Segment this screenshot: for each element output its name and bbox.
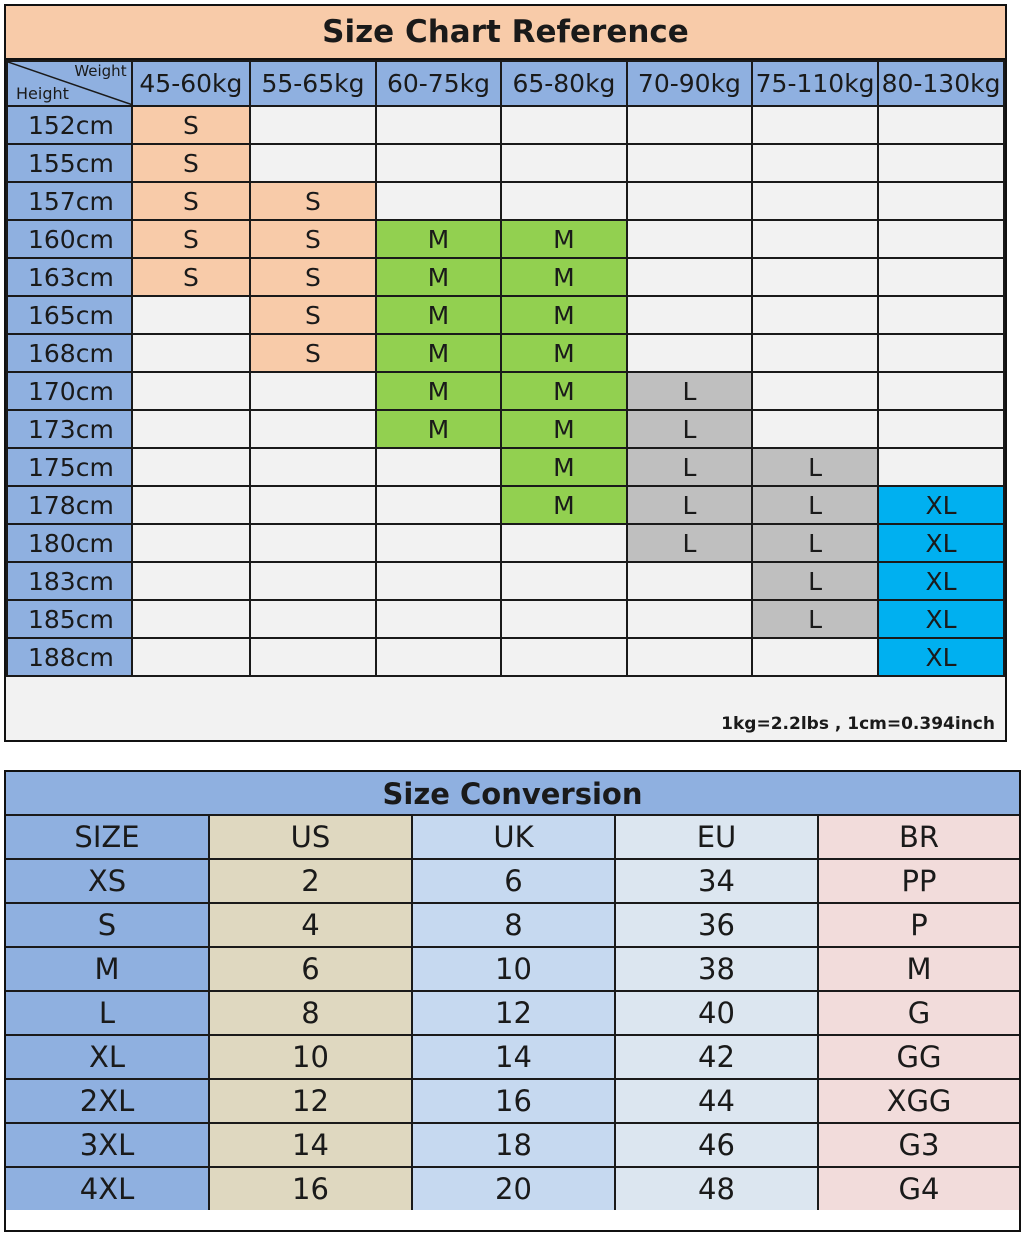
weight-column-header: 70-90kg [627, 61, 752, 106]
size-cell: S [132, 144, 251, 182]
height-row [7, 258, 1004, 296]
empty-cell [627, 220, 752, 258]
weight-axis-label: Weight [74, 62, 127, 80]
empty-cell [250, 372, 375, 410]
conversion-column-header: BR [818, 816, 1019, 859]
size-cell: M [501, 486, 626, 524]
conversion-cell: S [6, 903, 209, 947]
empty-cell [501, 524, 626, 562]
conversion-column-header: UK [412, 816, 615, 859]
weight-column-header: 75-110kg [752, 61, 878, 106]
conversion-cell: 48 [615, 1167, 818, 1210]
conversion-cell: 8 [412, 903, 615, 947]
conversion-cell: G [818, 991, 1019, 1035]
conversion-cell: 18 [412, 1123, 615, 1167]
size-chart-reference [4, 4, 1007, 742]
conversion-cell: 14 [209, 1123, 412, 1167]
empty-cell [250, 448, 375, 486]
height-label: 168cm [7, 334, 132, 372]
conversion-cell: 36 [615, 903, 818, 947]
empty-cell [752, 220, 878, 258]
conversion-cell: 4 [209, 903, 412, 947]
height-row [7, 144, 1004, 182]
empty-cell [627, 600, 752, 638]
empty-cell [132, 410, 251, 448]
conversion-cell: 2XL [6, 1079, 209, 1123]
conversion-row [6, 1079, 1019, 1123]
empty-cell [752, 258, 878, 296]
size-cell: M [501, 296, 626, 334]
empty-cell [752, 334, 878, 372]
empty-cell [250, 524, 375, 562]
height-row [7, 334, 1004, 372]
height-label: 165cm [7, 296, 132, 334]
empty-cell [376, 144, 501, 182]
empty-cell [878, 448, 1004, 486]
size-cell: L [752, 486, 878, 524]
conversion-cell: 8 [209, 991, 412, 1035]
conversion-cell: 4XL [6, 1167, 209, 1210]
size-cell: M [501, 258, 626, 296]
empty-cell [250, 638, 375, 676]
empty-cell [627, 258, 752, 296]
empty-cell [752, 638, 878, 676]
empty-cell [250, 106, 375, 144]
size-cell: L [627, 486, 752, 524]
conversion-cell: 16 [412, 1079, 615, 1123]
conversion-cell: 46 [615, 1123, 818, 1167]
empty-cell [501, 106, 626, 144]
size-cell: L [752, 600, 878, 638]
conversion-cell: 38 [615, 947, 818, 991]
size-cell: S [132, 258, 251, 296]
conversion-row [6, 1035, 1019, 1079]
empty-cell [878, 144, 1004, 182]
empty-cell [132, 448, 251, 486]
height-label: 175cm [7, 448, 132, 486]
empty-cell [132, 296, 251, 334]
size-cell: S [250, 258, 375, 296]
empty-cell [132, 600, 251, 638]
height-label: 178cm [7, 486, 132, 524]
weight-column-header: 55-65kg [250, 61, 375, 106]
conversion-cell: 44 [615, 1079, 818, 1123]
conversion-cell: 20 [412, 1167, 615, 1210]
size-cell: XL [878, 638, 1004, 676]
height-row [7, 296, 1004, 334]
empty-cell [376, 448, 501, 486]
weight-column-header: 45-60kg [132, 61, 251, 106]
size-chart-title: Size Chart Reference [6, 6, 1005, 60]
empty-cell [501, 600, 626, 638]
height-row [7, 106, 1004, 144]
conversion-cell: XS [6, 859, 209, 903]
empty-cell [752, 410, 878, 448]
conversion-cell: 14 [412, 1035, 615, 1079]
empty-cell [132, 372, 251, 410]
conversion-cell: 34 [615, 859, 818, 903]
empty-cell [501, 182, 626, 220]
height-label: 185cm [7, 600, 132, 638]
size-cell: M [501, 334, 626, 372]
empty-cell [878, 372, 1004, 410]
empty-cell [501, 638, 626, 676]
conversion-cell: M [818, 947, 1019, 991]
empty-cell [132, 334, 251, 372]
conversion-row [6, 1167, 1019, 1210]
conversion-cell: 10 [209, 1035, 412, 1079]
empty-cell [376, 486, 501, 524]
empty-cell [878, 410, 1004, 448]
empty-cell [627, 638, 752, 676]
height-row [7, 600, 1004, 638]
empty-cell [752, 144, 878, 182]
empty-cell [376, 600, 501, 638]
corner-cell [7, 61, 132, 106]
height-row [7, 524, 1004, 562]
empty-cell [627, 296, 752, 334]
empty-cell [627, 182, 752, 220]
empty-cell [627, 334, 752, 372]
conversion-cell: GG [818, 1035, 1019, 1079]
size-conversion-title: Size Conversion [6, 772, 1019, 816]
conversion-cell: 42 [615, 1035, 818, 1079]
size-cell: M [376, 258, 501, 296]
size-cell: S [132, 182, 251, 220]
unit-conversion-note: 1kg=2.2lbs , 1cm=0.394inch [721, 714, 995, 734]
size-cell: M [376, 220, 501, 258]
height-row [7, 448, 1004, 486]
height-label: 152cm [7, 106, 132, 144]
conversion-header-row [6, 816, 1019, 859]
conversion-row [6, 947, 1019, 991]
empty-cell [501, 562, 626, 600]
empty-cell [250, 600, 375, 638]
conversion-cell: XL [6, 1035, 209, 1079]
empty-cell [878, 106, 1004, 144]
empty-cell [376, 562, 501, 600]
weight-column-header: 80-130kg [878, 61, 1004, 106]
conversion-column-header: EU [615, 816, 818, 859]
empty-cell [376, 182, 501, 220]
conversion-cell: 12 [209, 1079, 412, 1123]
height-row [7, 638, 1004, 676]
size-cell: L [627, 410, 752, 448]
empty-cell [132, 524, 251, 562]
height-row [7, 486, 1004, 524]
empty-cell [627, 562, 752, 600]
height-row [7, 220, 1004, 258]
empty-cell [376, 638, 501, 676]
size-cell: L [627, 448, 752, 486]
conversion-cell: G3 [818, 1123, 1019, 1167]
conversion-column-header: SIZE [6, 816, 209, 859]
empty-cell [878, 258, 1004, 296]
empty-cell [132, 562, 251, 600]
size-cell: S [132, 106, 251, 144]
conversion-cell: M [6, 947, 209, 991]
conversion-cell: 2 [209, 859, 412, 903]
height-label: 157cm [7, 182, 132, 220]
size-cell: S [250, 296, 375, 334]
size-cell: L [627, 524, 752, 562]
conversion-cell: 40 [615, 991, 818, 1035]
height-label: 170cm [7, 372, 132, 410]
empty-cell [752, 106, 878, 144]
height-label: 188cm [7, 638, 132, 676]
height-label: 183cm [7, 562, 132, 600]
empty-cell [752, 296, 878, 334]
empty-cell [752, 182, 878, 220]
size-cell: L [752, 448, 878, 486]
height-row [7, 410, 1004, 448]
conversion-row [6, 1123, 1019, 1167]
conversion-cell: L [6, 991, 209, 1035]
height-label: 155cm [7, 144, 132, 182]
size-cell: M [376, 372, 501, 410]
size-conversion-table [6, 816, 1019, 1210]
conversion-cell: PP [818, 859, 1019, 903]
empty-cell [878, 296, 1004, 334]
height-label: 173cm [7, 410, 132, 448]
empty-cell [250, 144, 375, 182]
empty-cell [752, 372, 878, 410]
empty-cell [878, 334, 1004, 372]
size-cell: M [376, 410, 501, 448]
empty-cell [501, 144, 626, 182]
empty-cell [250, 486, 375, 524]
empty-cell [132, 638, 251, 676]
empty-cell [376, 524, 501, 562]
empty-cell [627, 106, 752, 144]
conversion-cell: 10 [412, 947, 615, 991]
conversion-cell: XGG [818, 1079, 1019, 1123]
empty-cell [376, 106, 501, 144]
conversion-row [6, 903, 1019, 947]
empty-cell [250, 410, 375, 448]
size-cell: M [376, 334, 501, 372]
conversion-row [6, 859, 1019, 903]
height-row [7, 562, 1004, 600]
conversion-cell: 6 [209, 947, 412, 991]
empty-cell [878, 182, 1004, 220]
empty-cell [132, 486, 251, 524]
size-cell: M [376, 296, 501, 334]
size-cell: XL [878, 562, 1004, 600]
height-label: 163cm [7, 258, 132, 296]
conversion-cell: 6 [412, 859, 615, 903]
weight-header-row [7, 61, 1004, 106]
weight-column-header: 65-80kg [501, 61, 626, 106]
conversion-cell: 12 [412, 991, 615, 1035]
weight-column-header: 60-75kg [376, 61, 501, 106]
conversion-column-header: US [209, 816, 412, 859]
size-cell: XL [878, 600, 1004, 638]
size-conversion [4, 770, 1021, 1232]
size-cell: M [501, 448, 626, 486]
conversion-row [6, 991, 1019, 1035]
empty-cell [250, 562, 375, 600]
conversion-cell: P [818, 903, 1019, 947]
size-cell: M [501, 372, 626, 410]
conversion-cell: 3XL [6, 1123, 209, 1167]
size-cell: M [501, 410, 626, 448]
size-cell: L [752, 562, 878, 600]
size-cell: S [132, 220, 251, 258]
conversion-cell: 16 [209, 1167, 412, 1210]
size-cell: L [752, 524, 878, 562]
height-row [7, 182, 1004, 220]
size-cell: XL [878, 524, 1004, 562]
size-cell: L [627, 372, 752, 410]
conversion-cell: G4 [818, 1167, 1019, 1210]
size-cell: XL [878, 486, 1004, 524]
size-cell: S [250, 334, 375, 372]
height-axis-label: Height [16, 84, 69, 103]
height-label: 180cm [7, 524, 132, 562]
height-label: 160cm [7, 220, 132, 258]
empty-cell [627, 144, 752, 182]
empty-cell [878, 220, 1004, 258]
size-cell: S [250, 220, 375, 258]
size-chart-table [6, 60, 1005, 677]
size-cell: M [501, 220, 626, 258]
size-cell: S [250, 182, 375, 220]
height-row [7, 372, 1004, 410]
